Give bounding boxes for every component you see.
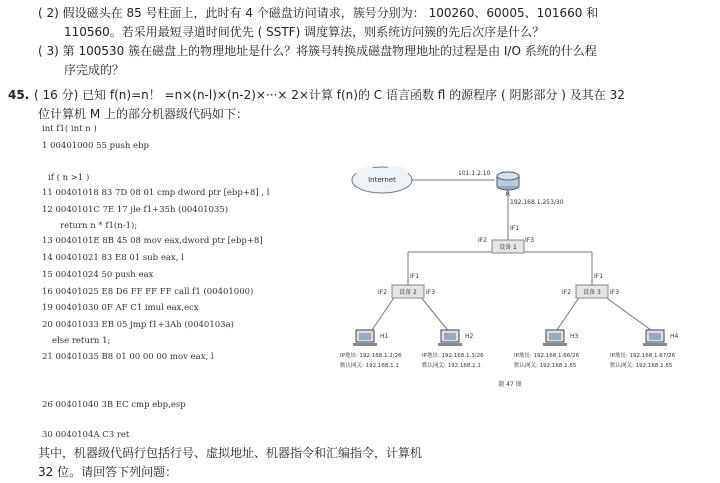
code-line-15: 15 00401024 50 push eax <box>42 270 154 280</box>
host-h3-ip: IP地址: 192.168.1.66/26 <box>514 353 580 359</box>
host-h1-gateway: 默认网关: 192.168.1.1 <box>340 363 399 369</box>
q45-line1: ( 16 分) 已知 f(n)=n！ =n×(n-l)×(n-2)×···× 2×计算 f(n)的 C 语言函数 fl 的源程序 ( 阴影部分 ) 及其在 32 <box>34 88 625 102</box>
host-h4-label: H4 <box>670 333 679 340</box>
code-src-else: else return 1; <box>52 336 111 346</box>
code-header: int f1( int n ) <box>42 124 97 134</box>
host-h2-ip: IP地址: 192.168.1.3/26 <box>422 353 484 359</box>
sw1-if2: IF2 <box>478 237 488 244</box>
host-h4-computer-icon <box>643 330 667 346</box>
code-line-21: 21 00401035 B8 01 00 00 00 mov eax, l <box>42 352 214 362</box>
q44-part3-line2: 序完成的？ <box>64 63 125 77</box>
device-3-label: 设备 3 <box>583 289 601 296</box>
code-line-14: 14 00401021 83 E8 01 sub eax, l <box>42 253 184 263</box>
host-h3-computer-icon <box>543 330 567 346</box>
code-line-13: 13 0040101E 8B 45 08 mov eax,dword ptr [ebp+8] <box>42 236 263 246</box>
host-h1-label: H1 <box>380 333 389 340</box>
code-line-20: 20 00401033 EB 05 jmp f1+3Ah (0040103a) <box>42 320 234 330</box>
q45-tail-line2: 32 位。请回答下列问题： <box>38 465 178 479</box>
network-diagram <box>340 150 715 395</box>
internet-label: Internet <box>368 176 396 184</box>
code-line-19: 19 00401030 0F AF C1 imul eax,ecx <box>42 303 199 313</box>
sw1-if1: IF1 <box>510 225 520 232</box>
router-lan-ip: 192.168.1.253/30 <box>510 199 564 206</box>
q45-line2: 位计算机 M 上的部分机器级代码如下： <box>38 107 248 121</box>
code-line-11: 11 00401018 83 7D 08 01 cmp dword ptr [ebp+8] , l <box>42 188 270 198</box>
code-line-26: 26 00401040 3B EC cmp ebp,esp <box>42 400 186 410</box>
sw2-if2: IF2 <box>378 289 388 296</box>
host-h4-gateway: 默认网关: 192.168.1.65 <box>610 363 673 369</box>
router-wan-ip: 101.1.2.10 <box>458 170 491 177</box>
q45-number: 45. <box>8 88 30 102</box>
q44-part2-line2: 110560。若采用最短寻道时间优先 ( SSTF) 调度算法，则系统访问簇的先后次序是什么？ <box>64 25 545 39</box>
sw3-if3: IF3 <box>610 289 620 296</box>
host-h2-gateway: 默认网关: 192.168.1.1 <box>422 363 481 369</box>
host-h2-computer-icon <box>438 330 462 346</box>
host-h3-label: H3 <box>570 333 579 340</box>
router-label: R <box>505 191 511 198</box>
device-2-label: 设备 2 <box>399 289 417 296</box>
code-src-if: if ( n >1 ) <box>48 173 90 183</box>
code-line-12: 12 0040101C 7E 17 jle f1+35h (00401035) <box>42 205 229 215</box>
internet-cloud <box>352 166 412 193</box>
q44-part3-line1: ( 3) 第 100530 簇在磁盘上的物理地址是什么？将簇号转换成磁盘物理地址的过程是由 I/O 系统的什么程 <box>38 44 597 58</box>
sw2-if1: IF1 <box>410 273 420 280</box>
sw1-if3: IF3 <box>525 237 535 244</box>
code-src-return: return n * f1(n-1); <box>60 221 138 231</box>
sw3-if1: IF1 <box>594 273 604 280</box>
code-line-1: 1 00401000 55 push ebp <box>42 141 149 151</box>
host-h1-ip: IP地址: 192.168.1.2/26 <box>340 353 402 359</box>
host-h3-gateway: 默认网关: 192.168.1.65 <box>514 363 577 369</box>
sw2-if3: IF3 <box>426 289 436 296</box>
code-line-16: 16 00401025 E8 D6 FF FF FF call f1 (00401000) <box>42 287 254 297</box>
sw3-if2: IF2 <box>562 289 572 296</box>
figure-caption: 题 47 图 <box>498 381 522 388</box>
q45-tail-line1: 其中，机器级代码行包括行号、虚拟地址、机器指令和汇编指令，计算机 <box>38 446 423 460</box>
device-1-label: 设备 1 <box>499 244 517 251</box>
router-icon <box>497 172 519 198</box>
host-h4-ip: IP地址: 192.168.1.67/26 <box>610 353 676 359</box>
code-line-30: 30 0040104A C3 ret <box>42 430 130 440</box>
q44-part2-line1: ( 2) 假设磁头在 85 号柱面上，此时有 4 个磁盘访问请求，簇号分别为： 100260、60005、101660 和 <box>38 6 599 20</box>
host-h1-computer-icon <box>353 330 377 346</box>
host-h2-label: H2 <box>465 333 474 340</box>
